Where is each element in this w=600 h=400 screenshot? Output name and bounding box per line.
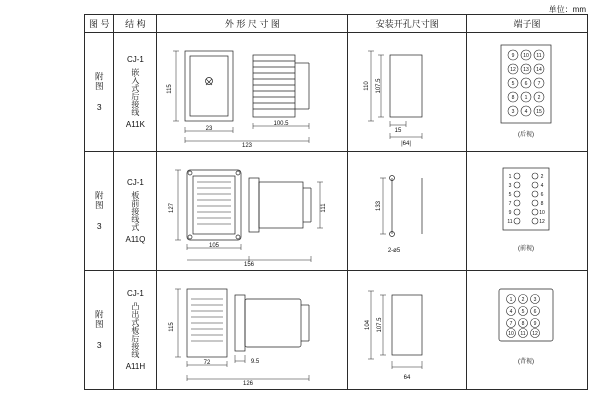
- dim-m1-3: 15: [394, 128, 402, 134]
- model-code-2: CJ-1: [126, 178, 144, 187]
- model-suffix-2: A11Q: [125, 235, 146, 244]
- svg-text:8: 8: [521, 321, 525, 327]
- header-terminal: 端子图: [467, 15, 588, 33]
- svg-text:15: 15: [536, 109, 542, 115]
- table-row: [85, 271, 588, 390]
- cell-structure-1: [114, 33, 157, 152]
- dim-m1-4: |64|: [401, 141, 412, 147]
- unit-label: 单位：mm: [548, 5, 586, 14]
- cell-outline-2: [157, 152, 348, 271]
- svg-text:1: 1: [508, 174, 512, 180]
- dim-m1-2: 110: [364, 81, 371, 91]
- svg-text:9: 9: [533, 321, 537, 327]
- outline-drawing-2: [157, 152, 347, 270]
- cell-terminal-2: [467, 152, 588, 271]
- svg-text:3: 3: [533, 297, 537, 303]
- model-type-3: 凸出式板后接线: [130, 302, 140, 358]
- dim-2-1: 127: [169, 202, 176, 214]
- cell-mounting-3: [348, 271, 467, 390]
- terminal-drawing-1: [467, 33, 587, 151]
- fig-no-label-1: 附图 3: [94, 71, 105, 113]
- cell-structure-2: [114, 152, 157, 271]
- dim-3-2: 72: [204, 360, 211, 366]
- model-suffix-3: A11H: [125, 362, 146, 371]
- svg-text:6: 6: [524, 81, 528, 87]
- svg-text:10: 10: [539, 210, 545, 216]
- svg-text:6: 6: [533, 309, 537, 315]
- dim-2-3: 156: [244, 262, 255, 268]
- cell-terminal-3: [467, 271, 588, 390]
- svg-text:6: 6: [540, 192, 544, 198]
- fig-no-label-2: 附图 3: [94, 190, 105, 232]
- header-mounting: 安装开孔尺寸图: [348, 15, 467, 33]
- svg-text:13: 13: [523, 67, 529, 73]
- terminal-drawing-2: [467, 152, 587, 270]
- mounting-drawing-2: [348, 152, 466, 270]
- svg-text:1: 1: [509, 297, 513, 303]
- mounting-drawing-3: [348, 271, 466, 389]
- model-type-1: 嵌入式后接线: [130, 68, 140, 116]
- mounting-drawing-1: [348, 33, 466, 151]
- dim-2-2: 105: [209, 243, 220, 249]
- svg-text:10: 10: [508, 331, 514, 337]
- table-row: [85, 33, 588, 152]
- dim-1-2: 23: [206, 126, 213, 132]
- cell-structure-3: [114, 271, 157, 390]
- model-code-1: CJ-1: [126, 55, 144, 64]
- fig-no-label-3: 附图 3: [94, 309, 105, 351]
- table-header: [85, 15, 588, 33]
- svg-text:11: 11: [507, 219, 513, 225]
- dim-m3-2: 104: [365, 319, 372, 331]
- cell-outline-3: [157, 271, 348, 390]
- svg-text:5: 5: [521, 309, 525, 315]
- svg-text:12: 12: [539, 219, 545, 225]
- svg-text:1: 1: [524, 95, 528, 101]
- svg-text:14: 14: [536, 67, 542, 73]
- header-outline: 外 形 尺 寸 图: [157, 15, 348, 33]
- cell-outline-1: [157, 33, 348, 152]
- terminal-note-2: (前视): [518, 246, 535, 252]
- cell-fig-no-1: [85, 33, 114, 152]
- dim-1-1: 115: [167, 84, 174, 94]
- cell-mounting-2: [348, 152, 467, 271]
- svg-text:12: 12: [532, 331, 538, 337]
- svg-text:7: 7: [508, 201, 512, 207]
- svg-text:7: 7: [537, 81, 541, 87]
- svg-text:5: 5: [508, 192, 512, 198]
- svg-text:12: 12: [510, 67, 516, 73]
- svg-text:2: 2: [521, 297, 525, 303]
- dim-3-4: 126: [243, 381, 254, 387]
- cell-mounting-1: [348, 33, 467, 152]
- svg-text:8: 8: [511, 95, 515, 101]
- header-structure: 结 构: [114, 15, 157, 33]
- svg-text:5: 5: [511, 81, 515, 87]
- table-row: [85, 152, 588, 271]
- svg-text:3: 3: [511, 109, 515, 115]
- svg-text:2: 2: [540, 174, 544, 180]
- svg-text:2: 2: [537, 95, 541, 101]
- dim-m3-3: 64: [403, 375, 411, 381]
- cell-terminal-1: [467, 33, 588, 152]
- model-type-2: 板前接线式: [130, 191, 140, 231]
- dim-m2-1: 133: [376, 200, 383, 212]
- dim-3-3: 9.5: [251, 359, 260, 365]
- model-code-3: CJ-1: [126, 289, 144, 298]
- spec-table: [84, 14, 588, 390]
- svg-text:4: 4: [540, 183, 544, 189]
- dim-m2-2: 2-ø5: [388, 248, 401, 254]
- svg-text:9: 9: [511, 53, 515, 59]
- header-fig-no: 图 号: [85, 15, 114, 33]
- cell-fig-no-2: [85, 152, 114, 271]
- dim-m1-1: 107.5: [376, 78, 383, 94]
- dim-1-4: 123: [242, 143, 253, 149]
- dim-3-1: 115: [169, 322, 176, 332]
- svg-text:4: 4: [524, 109, 528, 115]
- svg-text:9: 9: [508, 210, 512, 216]
- cell-fig-no-3: [85, 271, 114, 390]
- outline-drawing-3: [157, 271, 347, 389]
- svg-text:8: 8: [540, 201, 544, 207]
- terminal-note-3: (背视): [518, 359, 535, 365]
- svg-text:3: 3: [508, 183, 512, 189]
- dim-m3-1: 107.5: [377, 317, 384, 333]
- svg-text:4: 4: [509, 309, 513, 315]
- terminal-note-1: (后视): [518, 132, 535, 138]
- svg-text:7: 7: [509, 321, 513, 327]
- model-suffix-1: A11K: [125, 120, 145, 129]
- dim-1-3: 100.5: [273, 121, 289, 127]
- svg-text:11: 11: [536, 53, 542, 59]
- outline-drawing-1: [157, 33, 347, 151]
- svg-text:11: 11: [520, 331, 526, 337]
- svg-text:10: 10: [523, 53, 529, 59]
- terminal-drawing-3: [467, 271, 587, 389]
- dim-2-4: 111: [321, 203, 328, 213]
